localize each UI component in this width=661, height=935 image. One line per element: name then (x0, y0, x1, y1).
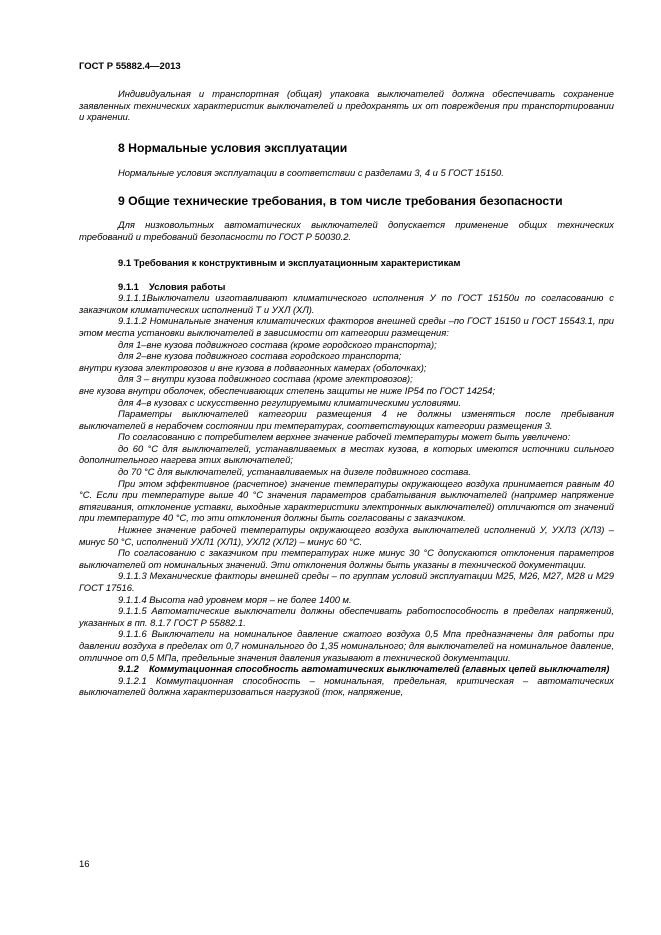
placement-category-2-cont: внутри кузова электровозов и вне кузова в подвагонных камерах (оболочках); (79, 361, 427, 373)
section-8-heading: 8 Нормальные условия эксплуатации (118, 140, 348, 155)
intro-paragraph: Индивидуальная и транспортная (общая) упаковка выключателей должна обеспечивать сохранение заявленных технических характеристик выключателей и предохранять их от повреждения при транспортировании и хранении. (79, 88, 614, 123)
below-30-paragraph: По согласованию с заказчиком при температурах ниже минус 30 °С допускаются отклонения параметров выключателей от номинальных значений. Эти отклонения должны быть указаны в технической документации. (79, 547, 614, 570)
section-9-1-heading: 9.1 Требования к конструктивным и эксплуатационным характеристикам (118, 256, 461, 268)
document-code: ГОСТ Р 55882.4—2013 (79, 61, 181, 72)
section-8-text: Нормальные условия эксплуатации в соответствии с разделами 3, 4 и 5 ГОСТ 15150. (118, 166, 504, 178)
agreement-paragraph: По согласованию с потребителем верхнее значение рабочей температуры может быть увеличено: (118, 431, 571, 443)
paragraph-9-1-1-6: 9.1.1.6 Выключатели на номинальное давление сжатого воздуха 0,5 Мпа предназначены для работы при давлении воздуха в пределах от 0,7 номинального до 1,35 номинального; для выключателей на номинальное давление, отличное от 0,5 МПа, предельные значения давления указывают в технической документации. (79, 628, 614, 663)
effective-temp-paragraph: При этом эффективное (расчетное) значение температуры окружающего воздуха принимается равным 40 °С. Если при температуре выше 40 °С значения параметров срабатывания выключателей (например напряжение втягивания, отклонение уставки, выходные характеристики электронных выключателей) отличаются от значений при температуре 40 °С, то эти отклонения должны быть согласованы с заказчиком. (79, 477, 614, 524)
page-content (79, 88, 614, 698)
paragraph-9-1-1-1: 9.1.1.1Выключатели изготавливают климатического исполнения У по ГОСТ 15150и по согласованию с заказчиком климатических исполнений Т и УХЛ (ХЛ). (79, 292, 614, 315)
section-9-1-1-heading (79, 281, 614, 293)
paragraph-9-1-1-3: 9.1.1.3 Механические факторы внешней среды – по группам условий эксплуатации М25, М26, М27, М28 и М29 ГОСТ 17516. (79, 570, 614, 593)
lower-temp-paragraph: Нижнее значение рабочей температуры окружающего воздуха выключателей исполнений У, УХЛ3 (ХЛ3) – минус 50 °С, исполнений УХЛ1 (ХЛ1), УХЛ2 (ХЛ2) – минус 60 °С. (79, 524, 614, 547)
temp-70-paragraph: до 70 °С для выключателей, устанавливаемых на дизеле подвижного состава. (118, 466, 471, 478)
placement-category-4: для 4–в кузовах с искусственно регулируемыми климатическими условиями. (118, 396, 462, 408)
page-number: 16 (79, 859, 90, 870)
section-9-1-2-heading (79, 663, 614, 675)
placement-category-1: для 1–вне кузова подвижного состава (кроме городского транспорта); (118, 338, 437, 350)
paragraph-9-1-1-4: 9.1.1.4 Высота над уровнем моря – не более 1400 м. (118, 593, 352, 605)
placement-category-3: для 3 – внутри кузова подвижного состава (кроме электровозов); (118, 373, 413, 385)
placement-category-3-cont: вне кузова внутри оболочек, обеспечивающих степень защиты не ниже IP54 по ГОСТ 14254; (79, 384, 496, 396)
paragraph-9-1-1-5: 9.1.1.5 Автоматические выключатели должны обеспечивать работоспособность в пределах напряжений, указанных в пп. 8.1.7 ГОСТ Р 55882.1. (79, 605, 614, 628)
section-9-text: Для низковольтных автоматических выключателей допускается применение общих технических требований и требований безопасности по ГОСТ Р 50030.2. (79, 219, 614, 242)
section-9-heading: 9 Общие технические требования, в том числе требования безопасности (118, 194, 563, 209)
section-title: Условия работы (149, 280, 226, 292)
temp-60-paragraph: до 60 °С для выключателей, устанавливаемых в местах кузова, в которых имеются источники сильного дополнительного нагрева этих выключателей; (79, 442, 614, 466)
section-number: 9.1.1 (118, 280, 139, 292)
placement-category-2: для 2–вне кузова подвижного состава городского транспорта; (118, 350, 402, 362)
paragraph-9-1-2-1: 9.1.2.1 Коммутационная способность – номинальная, предельная, критическая – автоматических выключателей должна характеризоваться нагрузкой (ток, напряжение, (79, 674, 614, 698)
paragraph-9-1-1-2: 9.1.1.2 Номинальные значения климатических факторов внешней среды –по ГОСТ 15150 и ГОСТ 15543.1, при этом места установки выключателей в зависимости от категории размещения: (79, 315, 614, 338)
section-title: Коммутационная способность автоматических выключателей (главных цепей выключателя) (149, 663, 610, 675)
section-number: 9.1.2 (118, 663, 139, 675)
params-paragraph: Параметры выключателей категории размещения 4 не должны изменяться после пребывания выключателей в нерабочем состоянии при температурах, соответствующих категории размещения 3. (79, 408, 614, 431)
